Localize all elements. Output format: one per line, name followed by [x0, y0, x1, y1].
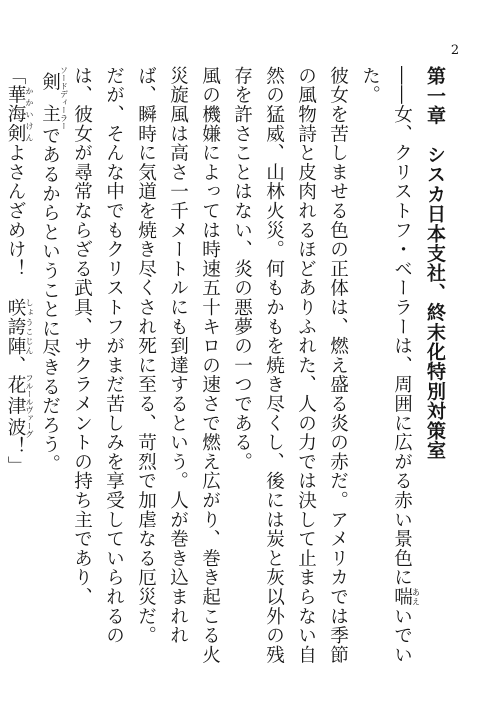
ruby-reading: フルールヴァーグ	[25, 373, 34, 438]
text-segment: 風の機嫌によっては時速五十キロの速さで燃え広がり、巻き起こる火災旋風は高さ一千メートルにも到達するという。人が巻き込まれれば、瞬時に気道を焼き尽くされ死に至る、苛烈で加虐なる厄災だ。	[135, 66, 221, 665]
paragraph	[354, 66, 421, 666]
ruby-word	[5, 373, 34, 438]
text-block	[0, 66, 450, 666]
ruby-base: 咲誇陣	[5, 297, 26, 356]
text-segment: ――女、クリストフ・ベーラーは、周囲に広がる赤い景色に	[391, 66, 413, 588]
paragraph	[0, 66, 34, 666]
ruby-reading: かかいけん	[25, 85, 34, 144]
text-segment: いでいた。	[359, 66, 413, 665]
ruby-base: 華海剣	[5, 85, 26, 144]
text-segment: ！」	[5, 436, 26, 476]
page-number: 2	[450, 43, 460, 58]
ruby-word	[5, 85, 34, 144]
ruby-word	[391, 587, 421, 607]
paragraph	[34, 66, 130, 666]
ruby-base: 剣主	[39, 66, 61, 130]
ruby-base: 喘	[391, 587, 413, 607]
ruby-word	[39, 66, 69, 130]
text-segment: だが、そんな中でもクリストフがまだ苦しみを享受していられるのは、彼女が尋常ならざる武具、サクラメントの持ち主であり、	[71, 66, 125, 645]
ruby-reading: しょうこじん	[25, 297, 34, 356]
paragraph	[130, 66, 226, 666]
ruby-word	[5, 297, 34, 356]
ruby-reading: あえ	[411, 587, 421, 607]
text-segment: 「	[5, 66, 26, 86]
text-segment: 、	[5, 355, 26, 375]
ruby-reading: ソードディーラー	[59, 66, 69, 130]
text-segment: であるからということに尽きるだろう。	[39, 126, 61, 474]
paragraph	[226, 66, 354, 666]
text-segment: よさんざめけ！	[5, 143, 26, 298]
ruby-base: 花津波	[5, 373, 26, 438]
text-segment: 彼女を苦しませる色の正体は、燃え盛る炎の赤だ。アメリカでは季節の風物詩と皮肉れるほどありふれた、人の力では決して止まらない自然の猛威、山林火災。何もかもを焼き尽くし、後には炭と灰以外の残存を許さことはない、炎の悪夢の一つである。	[231, 66, 349, 665]
chapter-title: 第一章 シスカ日本支社、終末化特別対策室	[424, 66, 446, 460]
